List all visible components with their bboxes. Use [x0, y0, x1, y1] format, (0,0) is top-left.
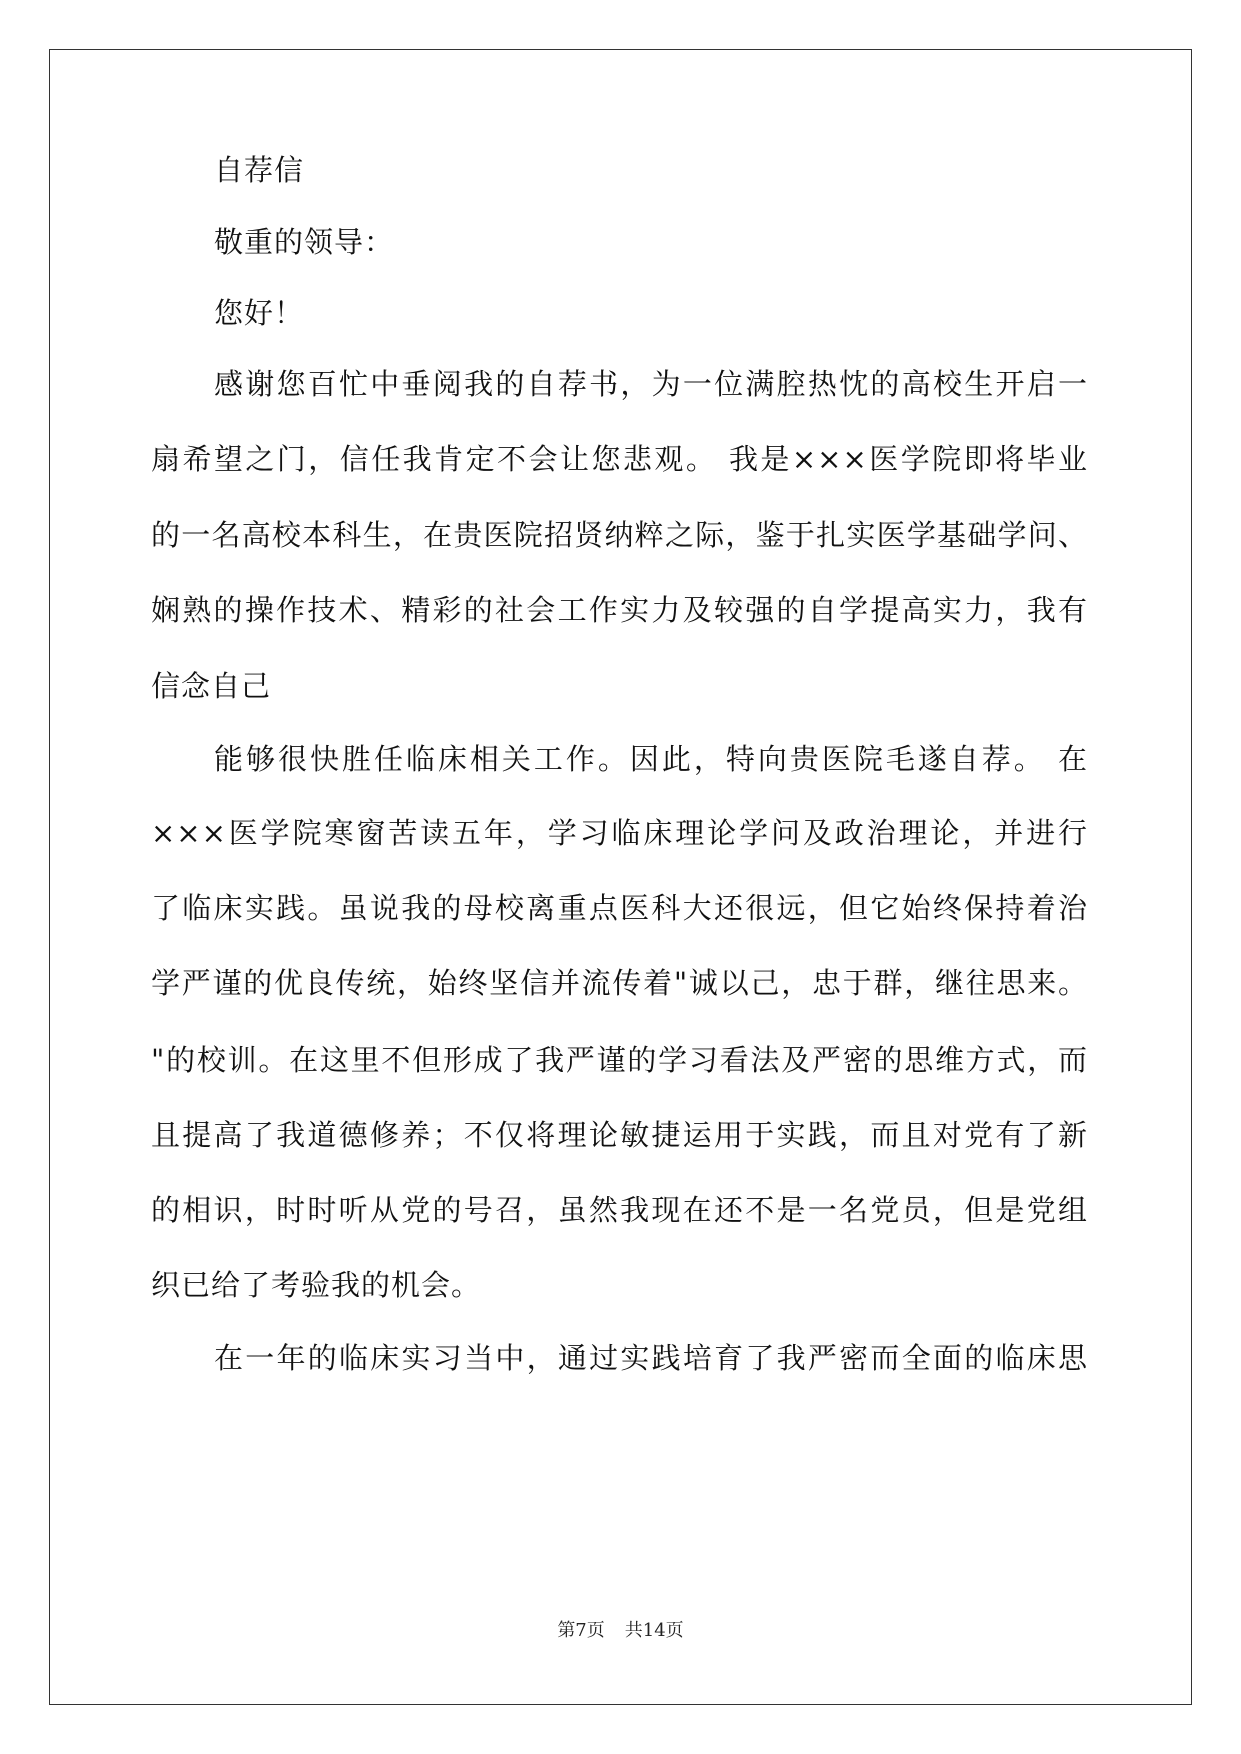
text-line: 能够很快胜任临床相关工作。因此，特向贵医院毛遂自荐。 在 [214, 742, 1088, 776]
text-line: 娴熟的操作技术、精彩的社会工作实力及较强的自学提高实力，我有 [151, 593, 1088, 627]
text-line: 织已给了考验我的机会。 [151, 1268, 482, 1302]
text-line: 扇希望之门，信任我肯定不会让您悲观。 我是×××医学院即将毕业 [151, 442, 1088, 476]
text-line: 的一名高校本科生，在贵医院招贤纳粹之际，鉴于扎实医学基础学问、 [151, 518, 1088, 552]
text-line: 了临床实践。虽说我的母校离重点医科大还很远，但它始终保持着治 [151, 891, 1088, 925]
text-line: 在一年的临床实习当中，通过实践培育了我严密而全面的临床思 [214, 1341, 1088, 1375]
page-number: 第7页 [557, 1620, 605, 1641]
text-line: 敬重的领导： [214, 225, 395, 259]
text-line: 学严谨的优良传统，始终坚信并流传着"诚以己，忠于群，继往思来。 [151, 966, 1088, 1000]
letter-title: 自荐信 [214, 153, 305, 187]
text-line: ×××医学院寒窗苦读五年，学习临床理论学问及政治理论，并进行 [151, 816, 1088, 850]
page-footer [0, 1616, 1241, 1642]
text-line: 的相识，时时听从党的号召，虽然我现在还不是一名党员，但是党组 [151, 1193, 1088, 1227]
text-line: 感谢您百忙中垂阅我的自荐书，为一位满腔热忱的高校生开启一 [214, 367, 1088, 401]
text-line: 且提高了我道德修养；不仅将理论敏捷运用于实践，而且对党有了新 [151, 1118, 1088, 1152]
text-line: "的校训。在这里不但形成了我严谨的学习看法及严密的思维方式，而 [151, 1043, 1088, 1077]
page-total: 共14页 [624, 1620, 684, 1641]
text-line: 信念自己 [151, 669, 272, 703]
text-line: 您好！ [214, 296, 305, 330]
